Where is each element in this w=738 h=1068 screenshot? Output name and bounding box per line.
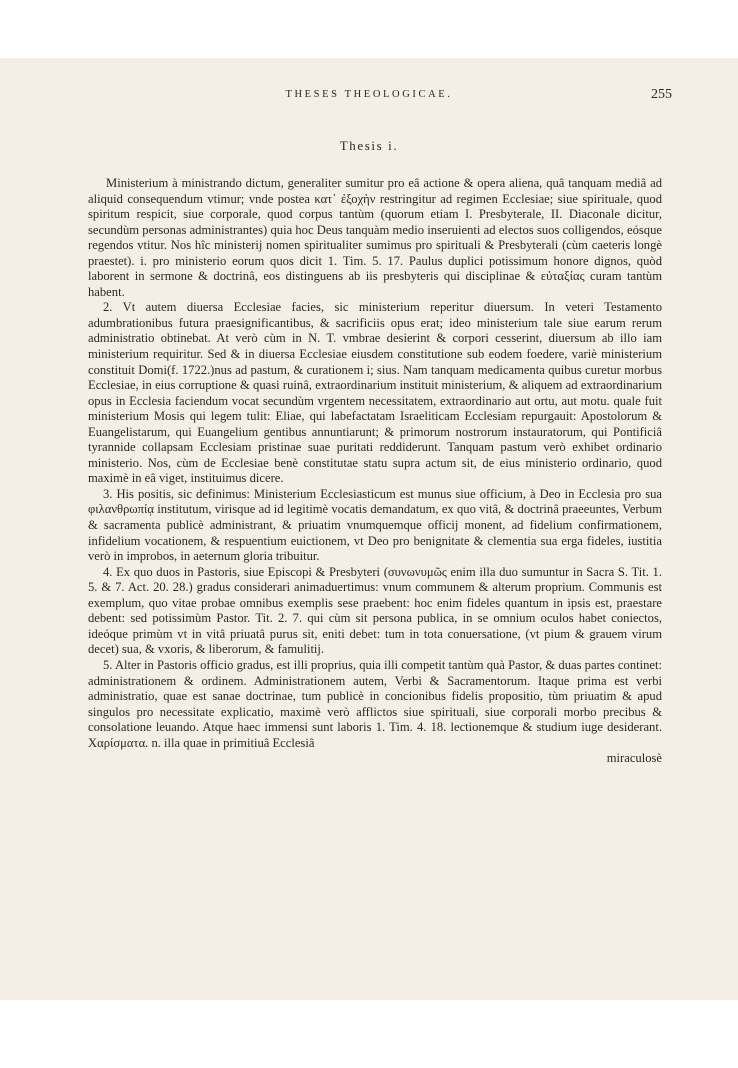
paragraph-1: Ministerium à ministrando dictum, generaliter sumitur pro eâ actione & opera aliena, quâ tanquam mediâ ad aliquid consequendum vtimur; vnde postea κατ᾽ ἐξοχὴν restringitur ad regimen Ecclesiae; siue spirituale, quod spiritum respicit, siue corporale, quod corpus tantùm (quorum etiam I. Presbyterale, II. Diaconale dicitur, secundùm personas administrantes) quia hoc Deus tanquàm medio inseruienti ad electos suos colligendos, eósque regendos vtitur. Nos hîc ministerij nomen spiritualiter sumimus pro spirituali & Presbyterali (cùm caeteris longè praestet). i. pro ministerio eorum quos dicit 1. Tim. 5. 17. Paulus duplici potissimum honore dignos, quòd laborent in sermone & doctrinâ, eos distinguens ab iis presbyteris qui disciplinae & εὐταξίας curam tantùm habent.: [88, 176, 662, 299]
paragraph-4: 4. Ex quo duos in Pastoris, siue Episcopi & Presbyteri (συνωνυμῶς enim illa duo sumuntur in Sacra S. Tit. 1. 5. & 7. Act. 20. 28.) gradus considerari animaduertimus: vnum communem & alterum proprium. Communis est exemplum, quo vitae probae omnibus exemplis sese praebent: hoc enim fideles quantum in ipsis est, praestare debent: sed potissimùm Pastor. Tit. 2. 7. qui cùm sit persona publica, in se omnium oculos habet coniectos, ideóque primùm vt in vitâ priuatâ purus sit, eniti debet: tum in tota conuersatione, (vt pium & grauem virum decet) sua, & vxoris, & liberorum, & famulitij.: [88, 564, 662, 657]
paragraph-3: 3. His positis, sic definimus: Ministerium Ecclesiasticum est munus siue officium, à Deo in Ecclesia pro sua φιλανθρωπίᾳ institutum, virisque ad id legitimè vocatis demandatum, ex quo vitâ, & doctrinâ praeeuntes, Verbum & sacramenta publicè administrant, & priuatim vnumquemque officij monent, ad fidelium confirmationem, infidelium vocationem, & respuentium euictionem, vt Deo pro benignitate & clementia sua erga fideles, iustitia verò in improbos, in aeternum gloria tribuitur.: [88, 486, 662, 564]
paragraph-5: 5. Alter in Pastoris officio gradus, est illi proprius, quia illi competit tantùm quà Pastor, & duas partes continet: administrationem & ordinem. Administrationem autem, Verbi & Sacramentorum. Itaque prima est verbi administratio, quae est sanae doctrinae, tum publicè in concionibus fidelis propositio, tùm priuatim & apud singulos pro necessitate explicatio, maximè verò afflictos siue spirituali, siue corporali morbo precibus & consolatione leuando. Atque haec immensi sunt laboris 1. Tim. 4. 18. lectionemque & studium iuge desiderant. Χαρίσματα. n. illa quae in primitiuâ Ecclesiâ: [88, 657, 662, 750]
book-page: [0, 58, 738, 1000]
page-header: [0, 89, 738, 107]
catchword: miraculosè: [606, 751, 662, 766]
page-number: 255: [651, 87, 672, 102]
running-title: THESES THEOLOGICAE.: [285, 89, 453, 100]
paragraph-2: 2. Vt autem diuersa Ecclesiae facies, sic ministerium reperitur diuersum. In veteri Testamento adumbrationibus futura praesignificantibus, & sacrificiis opus erat; ideo ministerium tale siue earum rerum administratio obtinebat. At verò cùm in N. T. vmbrae desierint & corpori cesserint, diuersum ab illo iam ministerium requiritur. Sed & in diuersa Ecclesiae eiusdem constitutione sub eodem foedere, variè ministerium constituit Domi(f. 1722.)nus ad pastum, & curationem i; sius. Nam tanquam medicamenta quibus curetur morbus Ecclesiae, in eius corruptione & quasi ruinâ, extraordinarium instituit ministerium, & aliquem ad extraordinarium opus in Ecclesia faciendum vocat secundùm vrgentem necessitatem, extraordinario aut ortu, aut motu. quale fuit ministerium Mosis qui legem tulit: Eliae, qui labefactatam Israeliticam Ecclesiam repurgauit: Apostolorum & Euangelistarum, qui Euangelium gentibus annuntiarunt; & primorum nostrorum instauratorum, qui Pontificiâ tyrannide collapsam Ecclesiam pristinae suae puritati reddiderunt. Tanquam pastum verò exhibet ordinario ministerio. Nos, cùm de Ecclesiae benè constitutae statu supra actum sit, de eius ministerio ordinario, quod maximè in eâ viget, instituimus dicere.: [88, 300, 662, 486]
thesis-title: Thesis i.: [339, 138, 399, 153]
body-text: [88, 176, 662, 767]
